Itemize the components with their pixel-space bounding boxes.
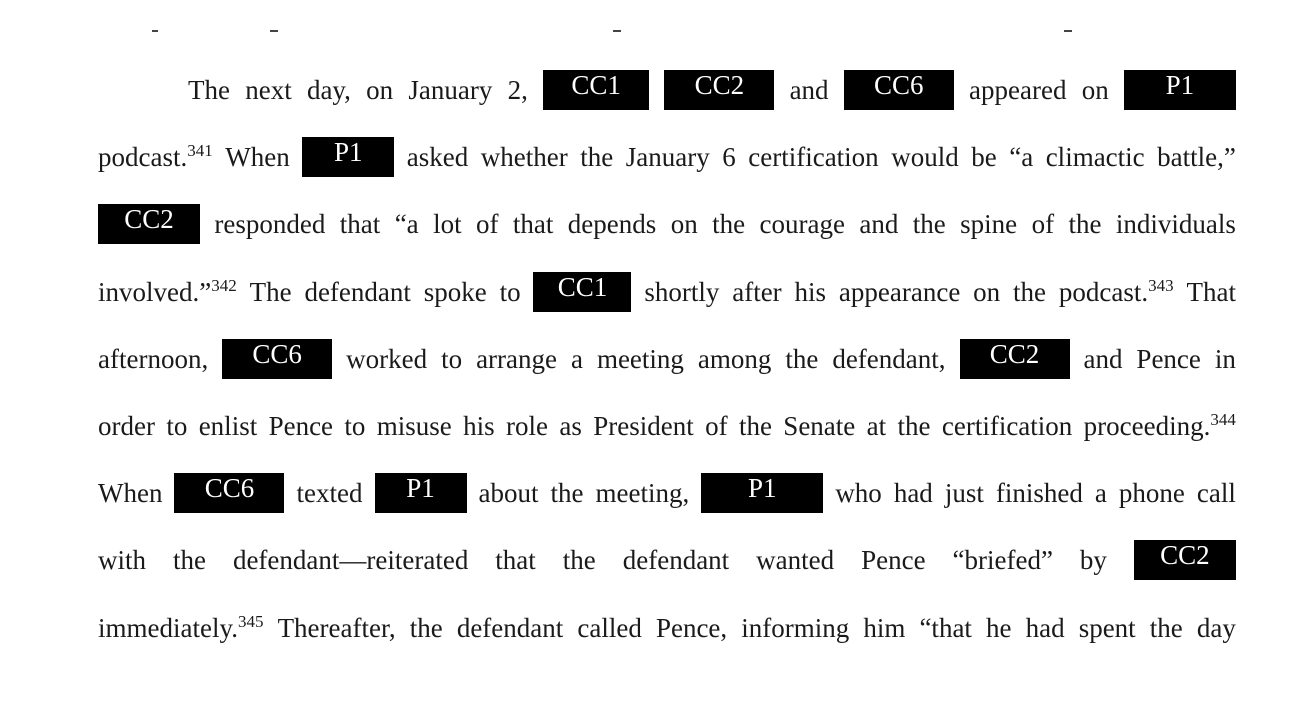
word [225,137,289,177]
word-text: spine [960,209,1018,239]
word-text: the [712,209,746,239]
word [1157,137,1236,177]
word-text: order [98,411,155,441]
word-text: the [562,545,596,575]
redaction-box: CC1 [533,272,631,312]
word-text: him [863,613,906,643]
word [304,272,410,312]
word-text: next [245,75,292,105]
word-text: on [973,277,1001,307]
word [250,272,292,312]
word-text: Pence [861,545,926,575]
word [835,473,882,513]
word [712,204,745,244]
text-line [98,608,1236,648]
word [785,339,818,379]
word-text: the [897,411,931,441]
word-text: on [670,209,698,239]
word [98,272,237,312]
word-text: afternoon, [98,344,209,374]
word-text: meeting [596,344,684,374]
word [1116,204,1236,244]
word-text: that [495,545,536,575]
word [577,608,641,648]
footnote-marker[interactable]: 343 [1148,276,1174,295]
word [832,339,945,379]
word-text: as [559,411,582,441]
word-text: the [1068,209,1102,239]
word [340,204,381,244]
footnote-marker[interactable]: 345 [237,612,264,631]
word-text: meeting, [595,478,690,508]
word-text: of [475,209,499,239]
redaction-box: CC6 [222,339,332,379]
word-text: defendant, [832,344,946,374]
word [441,339,462,379]
word [559,406,582,446]
redaction-box: CC6 [174,473,284,513]
word [971,137,996,177]
word [346,339,427,379]
word-text: courage [759,209,845,239]
word [245,70,292,110]
word-text: he [986,613,1012,643]
word-text: on [1081,75,1109,105]
word [671,204,698,244]
word-text: with [98,545,147,575]
word-text: immediately. [98,613,238,643]
word-text: climactic [1045,142,1145,172]
word [513,204,554,244]
word-text: defendant—reiterated [232,545,469,575]
word-text: individuals [1115,209,1236,239]
word [1079,608,1136,648]
word [698,339,772,379]
word-text: depends [567,209,657,239]
word [166,406,187,446]
redaction-box: CC6 [844,70,954,110]
word [1136,339,1200,379]
word-text: certification [941,411,1073,441]
word-text: the [1149,613,1183,643]
word-text: 6 [722,142,736,172]
word [377,406,452,446]
redaction-box: CC1 [543,70,649,110]
scan-mark [270,30,278,32]
word-text: the [580,142,614,172]
word [214,204,325,244]
word [476,204,499,244]
word [98,473,162,513]
text-line [98,272,1236,312]
word-text: enlist [198,411,258,441]
word [973,272,1000,312]
word [508,70,528,110]
word [563,540,596,580]
word-text: When [225,142,290,172]
word [898,406,931,446]
word [551,473,584,513]
text-line [188,70,1236,110]
word [199,406,258,446]
word [748,137,878,177]
scan-mark [1064,30,1072,32]
word [996,473,1083,513]
word-text: January [408,75,493,105]
word-text: call [1196,478,1236,508]
word [894,473,933,513]
word [783,406,855,446]
text-line [98,339,1236,379]
word-text: after [732,277,782,307]
word-text: be [971,142,997,172]
word [98,540,146,580]
word-text: misuse [376,411,452,441]
word [1046,137,1145,177]
word [1215,339,1236,379]
word-text: The [249,277,292,307]
word-text: by [1079,545,1107,575]
word-text: involved.” [98,277,212,307]
scan-mark [152,30,158,32]
word-text: “that [919,613,972,643]
word [863,608,905,648]
word-text: of [705,411,728,441]
word [1080,540,1107,580]
word-text: had [1025,613,1065,643]
redaction-box: CC2 [960,339,1070,379]
word-text: day, [306,75,351,105]
word-text: the [1013,277,1047,307]
word [732,272,781,312]
word-text: on [366,75,394,105]
word [795,272,827,312]
redaction-box: P1 [1124,70,1236,110]
word-text: the [172,545,206,575]
word [960,204,1017,244]
text-line [98,473,1236,513]
word [626,137,710,177]
word [1150,608,1183,648]
word [173,540,206,580]
word [760,204,845,244]
word [407,137,468,177]
word [476,339,557,379]
word [656,608,727,648]
word-text: at [866,411,887,441]
word [1084,406,1236,446]
word [1197,608,1236,648]
word [722,137,736,177]
word [596,473,690,513]
word [969,70,1066,110]
text-line [98,137,1236,177]
text-line [98,406,1236,446]
word-text: spoke [423,277,487,307]
word [942,406,1072,446]
word [98,137,213,177]
word [580,137,613,177]
word-text: responded [214,209,326,239]
word-text: shortly [644,277,720,307]
word-text: and [789,75,829,105]
word [410,608,443,648]
word [1082,70,1109,110]
word-text: to [344,411,366,441]
word-text: battle,” [1157,142,1236,172]
word [395,204,419,244]
word-text: Pence [268,411,334,441]
word-text: whether [480,142,568,172]
word [408,70,492,110]
word-text: wanted [756,545,835,575]
word-text: asked [406,142,469,172]
word-text: arrange [476,344,558,374]
word-text: and [859,209,899,239]
redaction-box: P1 [375,473,467,513]
word [269,406,333,446]
word [644,272,719,312]
word-text: the [785,344,819,374]
word-text: texted [296,478,363,508]
word [1068,204,1101,244]
word [859,204,898,244]
word-text: That [1186,277,1236,307]
word-text: that [339,209,381,239]
word-text: to [499,277,521,307]
word [188,70,230,110]
word [891,137,959,177]
word [433,204,462,244]
word [571,339,583,379]
word [945,473,984,513]
word [278,608,396,648]
word-text: lot [433,209,462,239]
word [366,70,393,110]
word-text: defendant [622,545,730,575]
word-text: the [738,411,772,441]
text-line [98,540,1236,580]
word-text: who [835,478,882,508]
word [597,339,684,379]
word [1119,473,1185,513]
word [1032,204,1055,244]
word-text: a [1094,478,1107,508]
word-text: informing [741,613,850,643]
word-text: proceeding. [1083,411,1211,441]
word-text: “a [1009,142,1034,172]
word [741,608,849,648]
word-text: appeared [969,75,1067,105]
word-text: his [463,411,495,441]
word [297,473,363,513]
word [98,339,208,379]
word-text: Thereafter, [277,613,396,643]
word-text: the [912,209,946,239]
word-text: would [891,142,959,172]
word [913,204,946,244]
word [344,406,365,446]
word-text: Pence, [655,613,728,643]
word-text: defendant [456,613,564,643]
word-text: “briefed” [952,545,1053,575]
word [739,406,772,446]
word [481,137,568,177]
word [790,70,829,110]
word [1009,137,1033,177]
word-text: that [512,209,554,239]
word-text: The [188,75,230,105]
word-text: podcast. [98,142,188,172]
word [457,608,563,648]
word [495,540,536,580]
word [986,608,1011,648]
word-text: 2, [507,75,528,105]
word-text: worked [346,344,428,374]
word [424,272,487,312]
word [98,608,263,648]
word-text: the [409,613,443,643]
word-text: just [944,478,984,508]
word-text: “a [394,209,419,239]
footnote-marker[interactable]: 342 [211,276,237,295]
word-text: to [441,344,463,374]
word-text: in [1214,344,1236,374]
redaction-box: CC2 [98,204,200,244]
word [623,540,729,580]
word [506,406,548,446]
word-text: the [550,478,584,508]
word [705,406,728,446]
text-line [98,204,1236,244]
redaction-box: CC2 [664,70,774,110]
word-text: a [570,344,583,374]
word-text: of [1031,209,1055,239]
footnote-marker[interactable]: 344 [1210,410,1236,429]
word [568,204,656,244]
word [1026,608,1065,648]
word [919,608,971,648]
word-text: Senate [783,411,856,441]
word-text: January [625,142,710,172]
redaction-box: P1 [302,137,394,177]
word [479,473,539,513]
word [1186,272,1235,312]
word-text: among [697,344,772,374]
word [233,540,468,580]
word [867,406,887,446]
word [1013,272,1046,312]
word [861,540,925,580]
word-text: to [166,411,188,441]
word-text: about [478,478,539,508]
word [1059,272,1174,312]
word [756,540,834,580]
word-text: role [506,411,548,441]
word-text: his [794,277,827,307]
word [1095,473,1107,513]
word-text: phone [1118,478,1185,508]
word-text: certification [748,142,879,172]
word-text: appearance [838,277,961,307]
redaction-box: CC2 [1134,540,1236,580]
word [593,406,694,446]
word-text: podcast. [1058,277,1149,307]
redaction-box: P1 [701,473,823,513]
word [98,406,155,446]
word-text: spent [1078,613,1136,643]
word-text: When [98,478,163,508]
word [953,540,1053,580]
word-text: finished [995,478,1083,508]
scan-mark [613,30,621,32]
word [1197,473,1236,513]
word-text: had [893,478,933,508]
word [839,272,960,312]
word [307,70,351,110]
word-text: defendant [304,277,411,307]
word [1083,339,1122,379]
word-text: Pence [1136,344,1201,374]
footnote-marker[interactable]: 341 [187,141,213,160]
word-text: and [1083,344,1123,374]
word-text: President [593,411,694,441]
word [463,406,495,446]
word [500,272,521,312]
word-text: called [577,613,642,643]
word-text: day [1196,613,1236,643]
